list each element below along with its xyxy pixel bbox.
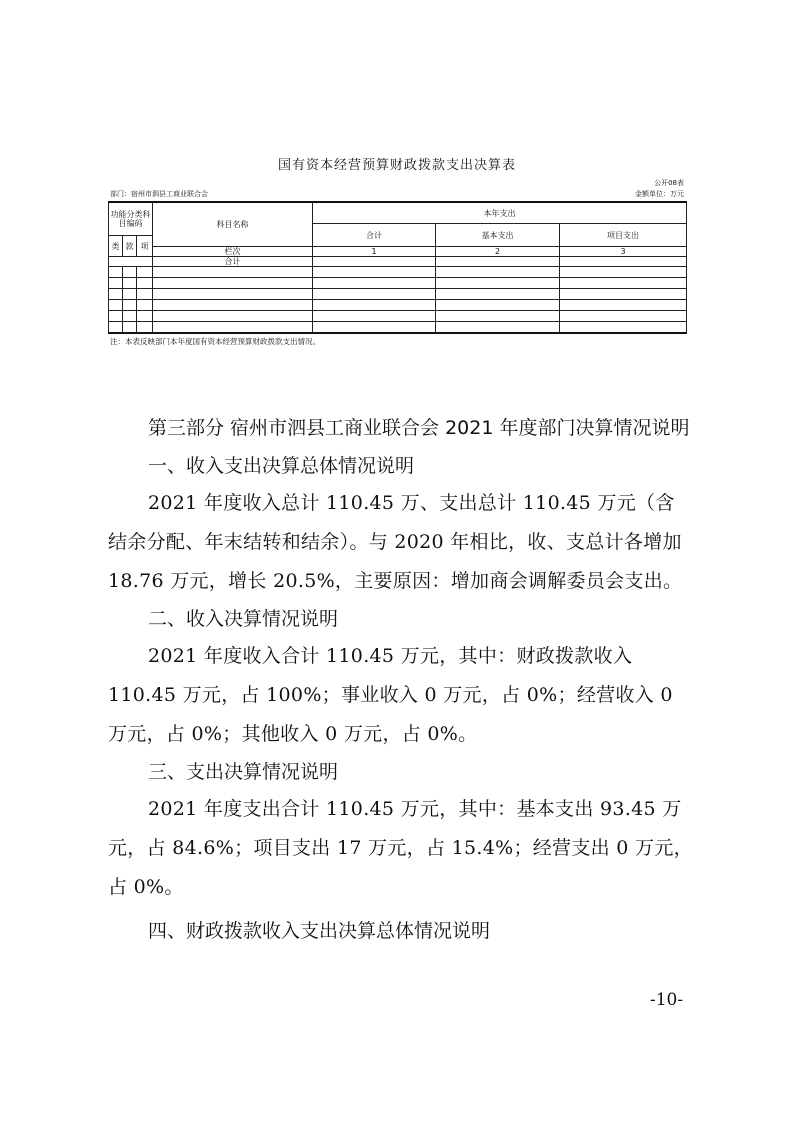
table-row xyxy=(109,322,687,334)
table-row xyxy=(109,267,687,278)
section-heading-3: 三、支出决算情况说明 xyxy=(148,761,339,783)
header-item-name: 科目名称 xyxy=(153,202,313,247)
header-year-expenditure: 本年支出 xyxy=(313,202,687,224)
unit-label: 金额单位：万元 xyxy=(635,190,684,198)
document-body xyxy=(108,410,693,949)
table-row xyxy=(109,300,687,311)
header-project: 项目支出 xyxy=(560,224,687,247)
table-row-total xyxy=(109,257,687,267)
header-basic: 基本支出 xyxy=(436,224,560,247)
section-heading-4: 四、财政拨款收入支出决算总体情况说明 xyxy=(148,920,491,942)
expenditure-table xyxy=(108,201,687,334)
department-label: 部门：宿州市泗县工商业联合会 xyxy=(110,190,208,198)
table-meta xyxy=(108,177,686,201)
table-row xyxy=(109,311,687,322)
cell-n3: 3 xyxy=(560,247,687,257)
header-func-code: 功能分类科目编码 xyxy=(109,202,153,236)
paragraph-1: 2021 年度收入总计 110.45 万、支出总计 110.45 万元（含结余分配、年末结转和结余）。与 2020 年相比，收、支总计各增加 18.76 万元，增长 20.5%，主要原因：增加商会调解委员会支出。 xyxy=(108,492,683,592)
cell-lanci: 栏次 xyxy=(153,247,313,257)
cell-n1: 1 xyxy=(313,247,436,257)
table-row xyxy=(109,289,687,300)
header-kuan: 款 xyxy=(123,236,137,257)
table-note: 注：本表反映部门本年度国有资本经营预算财政拨款支出情况。 xyxy=(110,337,320,346)
expenditure-table-section xyxy=(108,148,686,347)
cell-n2: 2 xyxy=(436,247,560,257)
table-header-row-1 xyxy=(109,202,687,224)
page-number: -10- xyxy=(650,990,684,1010)
section-heading-1: 一、收入支出决算总体情况说明 xyxy=(148,455,415,477)
paragraph-2: 2021 年度收入合计 110.45 万元，其中：财政拨款收入 110.45 万元，占 100%；事业收入 0 万元，占 0%；经营收入 0 万元，占 0%；其他收入 0 万元，占 0%。 xyxy=(108,645,673,745)
header-total: 合计 xyxy=(313,224,436,247)
table-row xyxy=(109,278,687,289)
header-xiang: 项 xyxy=(137,236,153,257)
cell-empty xyxy=(313,257,436,267)
paragraph-3: 2021 年度支出合计 110.45 万元，其中：基本支出 93.45 万元，占 84.6%；项目支出 17 万元，占 15.4%；经营支出 0 万元，占 0%。 xyxy=(108,798,693,898)
table-title: 国有资本经营预算财政拨款支出决算表 xyxy=(277,158,516,173)
cell-empty xyxy=(560,257,687,267)
table-row-lanci xyxy=(109,247,687,257)
cell-total-label: 合计 xyxy=(153,257,313,267)
cell-empty xyxy=(109,257,153,267)
part-heading: 第三部分 宿州市泗县工商业联合会 2021 年度部门决算情况说明 xyxy=(148,417,690,439)
table-code: 公开08表 xyxy=(654,179,684,187)
header-lei: 类 xyxy=(109,236,123,257)
section-heading-2: 二、收入决算情况说明 xyxy=(148,608,339,630)
cell-empty xyxy=(436,257,560,267)
